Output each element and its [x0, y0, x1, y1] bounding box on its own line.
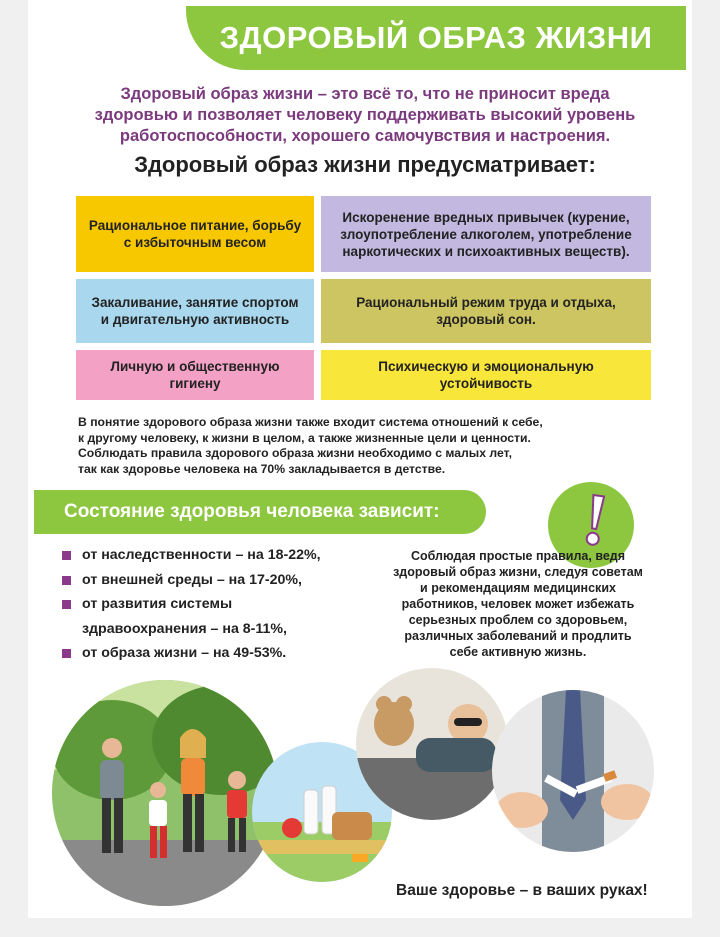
- intro-line: работоспособности, хорошего самочувствия и настроения.: [119, 127, 611, 145]
- health-banner-title: Состояние здоровья человека зависит:: [64, 501, 440, 522]
- bullet-icon: [62, 649, 71, 658]
- list-item: [62, 641, 382, 666]
- advice-line: работников, человек может избежать: [401, 597, 635, 611]
- factor-text: от наследственности – на 18-22%,: [82, 547, 321, 563]
- advice-line: различных заболеваний и продлить: [404, 629, 632, 643]
- factor-text: от внешней среды – на 17-20%,: [82, 571, 302, 588]
- factors-list: [62, 543, 382, 666]
- box-work-rest: Рациональный режим труда и отдыха, здоровый сон.: [321, 279, 651, 343]
- info-paragraph: [78, 415, 678, 477]
- title-banner: [186, 6, 686, 70]
- family-jogging-photo: [52, 680, 278, 906]
- bullet-icon: [62, 576, 71, 585]
- list-item: [62, 568, 382, 593]
- list-item: [62, 592, 382, 617]
- box-hygiene: Личную и общественную гигиену: [76, 350, 314, 400]
- paragraph-line: Соблюдать правила здорового образа жизни необходимо с малых лет,: [78, 446, 513, 460]
- paragraph-line: к другому человеку, к жизни в целом, а также жизненные цели и ценности.: [78, 430, 531, 445]
- bullet-icon: [62, 551, 71, 560]
- section-subheading: Здоровый образ жизни предусматривает:: [134, 152, 596, 177]
- advice-line: здоровый образ жизни, следуя советам: [393, 565, 643, 579]
- bullet-icon: [62, 600, 71, 609]
- intro-line: Здоровый образ жизни – это всё то, что не приносит вреда: [120, 85, 610, 103]
- box-bad-habits: Искоренение вредных привычек (курение, злоупотребление алкоголем, употребление наркотических и психоактивных веществ).: [321, 196, 651, 272]
- factor-text: от развития системы: [82, 596, 233, 612]
- box-sport: Закаливание, занятие спортом и двигательную активность: [76, 279, 314, 343]
- advice-line: и рекомендациям медицинских: [420, 581, 616, 595]
- advice-line: серьезных проблем со здоровьем,: [408, 613, 628, 627]
- list-item-continued: [62, 617, 382, 642]
- exclamation-icon: !: [577, 477, 614, 563]
- intro-line: здоровью и позволяет человеку поддерживать высокий уровень: [94, 106, 636, 124]
- health-banner: [34, 490, 486, 534]
- factor-text: здравоохранения – на 8-11%,: [82, 620, 287, 637]
- resting-man-photo: [356, 668, 508, 820]
- list-item: [62, 543, 382, 568]
- advice-text: [368, 548, 668, 660]
- page-title: ЗДОРОВЫЙ ОБРАЗ ЖИЗНИ: [219, 20, 653, 55]
- advice-line: себе активную жизнь.: [449, 645, 587, 659]
- box-psychology: Психическую и эмоциональную устойчивость: [321, 350, 651, 400]
- box-nutrition: Рациональное питание, борьбу с избыточным весом: [76, 196, 314, 272]
- slogan: Ваше здоровье – в ваших руках!: [396, 882, 648, 899]
- broken-cigarette-photo: [492, 690, 654, 852]
- factor-text: от образа жизни – на 49-53%.: [82, 645, 287, 661]
- advice-line: Соблюдая простые правила, ведя: [410, 549, 626, 563]
- paragraph-line: так как здоровье человека на 70% закладывается в детстве.: [78, 461, 446, 476]
- intro-text: [70, 84, 660, 147]
- paragraph-line: В понятие здорового образа жизни также входит система отношений к себе,: [78, 415, 543, 429]
